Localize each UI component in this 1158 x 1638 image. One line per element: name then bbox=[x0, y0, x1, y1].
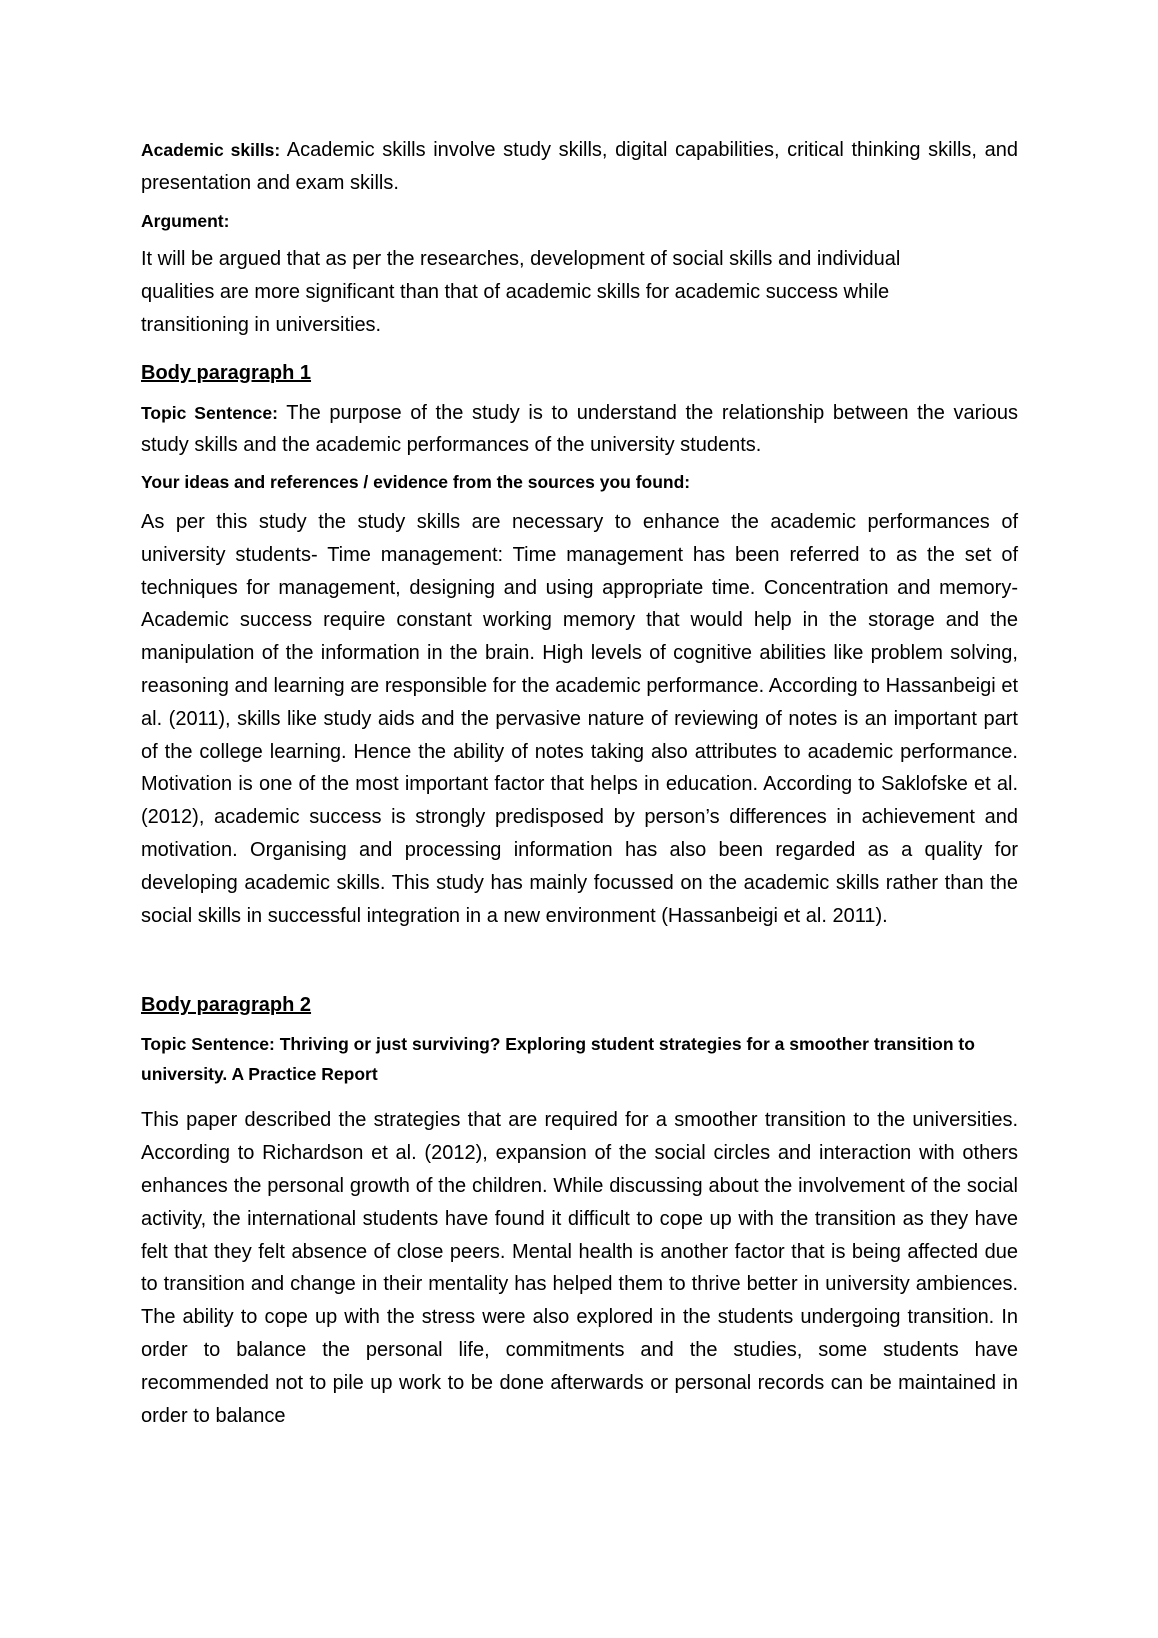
academic-skills-label: Academic skills: bbox=[141, 140, 281, 160]
body-2-topic-sentence: Topic Sentence: Thriving or just surviving? Exploring student strategies for a smoother transition to university. A Practice Report bbox=[141, 1034, 975, 1085]
body-1-topic-label: Topic Sentence: bbox=[141, 403, 278, 423]
body-2-paragraph: This paper described the strategies that are required for a smoother transition to the universities. According to Richardson et al. (2012), expansion of the social circles and interaction with others enhances the personal growth of the children. While discussing about the involvement of the social activity, the international students have found it difficult to cope up with the transition as they have felt that they felt absence of close peers. Mental health is another factor that is being affected due to transition and change in their mentality has helped them to thrive better in university ambiences. The ability to cope up with the stress were also explored in the students undergoing transition. In order to balance the personal life, commitments and the studies, some students have recommended not to pile up work to be done afterwards or personal records can be maintained in order to balance bbox=[141, 1109, 1018, 1427]
argument-text: It will be argued that as per the researches, development of social skills and individual qualities are more significant than that of academic skills for academic success while transitioning in universities. bbox=[141, 248, 901, 336]
academic-skills-paragraph bbox=[141, 134, 1018, 200]
body-1-topic-text: The purpose of the study is to understand the relationship between the various study skills and the academic performances of the university students. bbox=[141, 402, 1019, 456]
body-1-paragraph: As per this study the study skills are necessary to enhance the academic performances of university students- Time management: Time management has been referred to as the set of techniques for management, designing and using appropriate time. Concentration and memory- Academic success require constant working memory that would help in the storage and the manipulation of the information in the brain. High levels of cognitive abilities like problem solving, reasoning and learning are responsible for the academic performance. According to Hassanbeigi et al. (2011), skills like study aids and the pervasive nature of reviewing of notes is an important part of the college learning. Hence the ability of notes taking also attributes to academic performance. Motivation is one of the most important factor that helps in education. According to Saklofske et al.(2012), academic success is strongly predisposed by person’s differences in achievement and motivation. Organising and processing information has also been regarded as a quality for developing academic skills. This study has mainly focussed on the academic skills rather than the social skills in successful integration in a new environment (Hassanbeigi et al. 2011). bbox=[141, 511, 1018, 927]
academic-skills-text: Academic skills involve study skills, digital capabilities, critical thinking skills, and presentation and exam skills. bbox=[141, 139, 1018, 194]
body-paragraph-2-heading: Body paragraph 2 bbox=[141, 994, 312, 1017]
evidence-label: Your ideas and references / evidence from the sources you found: bbox=[141, 472, 691, 492]
body-1-topic-sentence bbox=[141, 397, 1018, 461]
argument-label: Argument: bbox=[141, 211, 230, 231]
body-paragraph-1-heading: Body paragraph 1 bbox=[141, 362, 312, 384]
